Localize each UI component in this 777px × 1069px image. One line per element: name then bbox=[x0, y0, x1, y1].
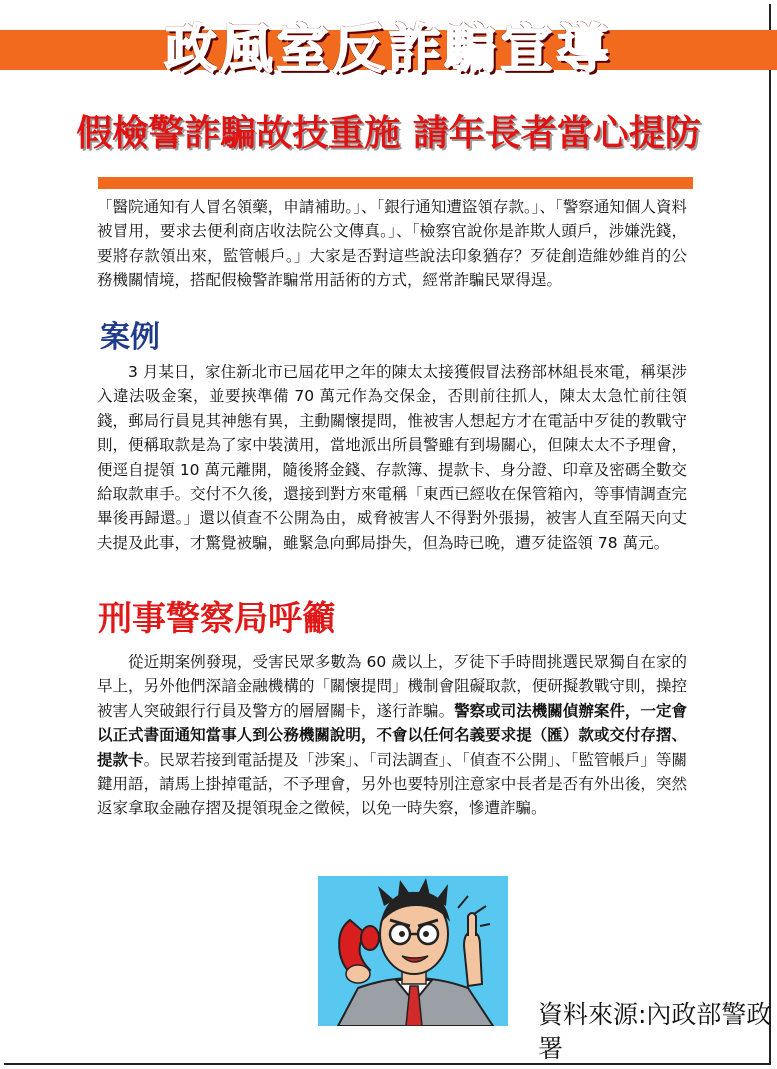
banner-title: 政風室反詐騙宣導 bbox=[164, 20, 613, 80]
appeal-text-2: 。民眾若接到電話提及「涉案」、「司法調查」、「偵查不公開」、「監管帳戶」等關鍵用語，請馬上掛掉電話，不予理會，另外也要特別注意家中長者是否有外出後，突然返家拿取金融存摺及提領現金之徵候，以免一時失察，慘遭詐騙。 bbox=[97, 750, 687, 818]
case-heading: 案例 bbox=[100, 320, 160, 355]
headline-underline bbox=[98, 177, 693, 189]
phone-man-illustration bbox=[318, 876, 508, 1026]
angry-man-on-phone-icon bbox=[318, 876, 508, 1026]
police-appeal-paragraph bbox=[97, 650, 687, 821]
appeal-bold-warning: 警察或司法機關偵辦案件，一定會以正式書面通知當事人到公務機關說明，不會以任何名義要求提（匯）款或交付存摺、提款卡 bbox=[97, 701, 687, 769]
case-paragraph: 3 月某日，家住新北市已屆花甲之年的陳太太接獲假冒法務部林組長來電，稱渠涉入違法吸金案，並要挾準備 70 萬元作為交保金，否則前往抓人，陳太太急忙前往領錢，郵局行員見其神態有異，主動關懷提問，惟被害人想起方才在電話中歹徒的教戰守則，便稱取款是為了家中裝潢用，當地派出所員警雖有到場關心，但陳太太不予理會，便逕自提領 10 萬元離開，隨後將金錢、存款簿、提款卡、身分證、印章及密碼全數交給取款車手。交付不久後，還接到對方來電稱「東西已經收在保管箱內，等事情調查完畢後再歸還。」還以偵查不公開為由，威脅被害人不得對外張揚，被害人直至隔天向丈夫提及此事，才驚覺被騙，雖緊急向郵局掛失，但為時已晚，遭歹徒盜領 78 萬元。 bbox=[97, 363, 687, 552]
source-credit: 資料來源:內政部警政署 bbox=[538, 1000, 772, 1063]
police-appeal-heading: 刑事警察局呼籲 bbox=[98, 599, 336, 639]
appeal-text-1: 從近期案例發現，受害民眾多數為 60 歲以上，歹徒下手時間挑選民眾獨自在家的早上，另外他們深諳金融機構的「關懷提問」機制會阻礙取款，便研擬教戰守則，操控被害人突破銀行行員及警方的層層關卡，遂行詐騙。 bbox=[97, 653, 687, 720]
intro-paragraph: 「醫院通知有人冒名領藥，申請補助。」、「銀行通知遭盜領存款。」、「警察通知個人資料被冒用，要求去便利商店收法院公文傳真。」、「檢察官說你是詐欺人頭戶，涉嫌洗錢，要將存款領出來，監管帳戶。」大家是否對這些說法印象猶存？歹徒創造維妙維肖的公務機關情境，搭配假檢警詐騙常用話術的方式，經常詐騙民眾得逞。 bbox=[97, 198, 687, 290]
headline: 假檢警詐騙故技重施 請年長者當心提防 bbox=[76, 113, 701, 154]
